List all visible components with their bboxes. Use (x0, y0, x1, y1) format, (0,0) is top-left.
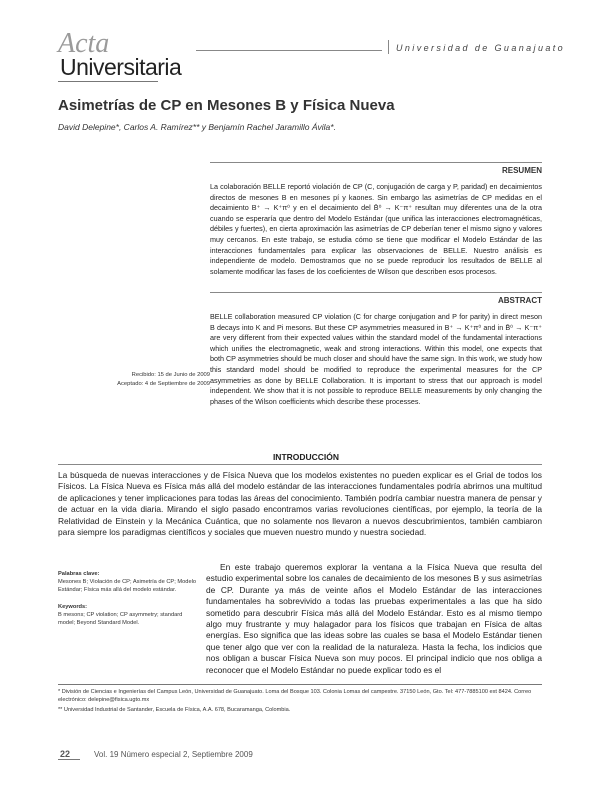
footnote-rule (58, 684, 542, 685)
page-number-rule (58, 759, 80, 760)
footnote-1: * División de Ciencias e Ingenierías del Campus León, Universidad de Guanajuato. Loma del Bosque 103. Colonia Lomas del campestre. 37150 León, Gto. Tel: 477-7885100 ext 8424. Correo electrónico: delepine@fisica.ugto.mx (58, 689, 532, 703)
introduccion-paragraph-1: La búsqueda de nuevas interacciones y de Física Nueva que los modelos existentes no pueden explicar es el Grial de todos los Físicos. La Física Nueva es Física más allá del modelo estándar de las interacciones fundamentales podría abrirnos una multitud de aplicaciones y tener implicaciones para todas las áreas del conocimiento. También podría cambiar nuestra manera de pensar y de actuar en la vida diaria. Mirando el siglo pasado encontramos varias revoluciones científicas, por ejemplo, la teoría de la Relatividad de Einstein y la Mecánica Cuántica, que no solamente nos llevaron a nuevos descubrimientos, también cambiaron para siempre los paradigmas científicos y sociales que mueven nuestro mundo y nuestra sociedad. (58, 470, 542, 538)
keywords-es-label: Palabras clave: (58, 571, 100, 577)
abstract-text: BELLE collaboration measured CP violation (C for charge conjugation and P for parity) in direct meson B decays into K and Pi mesons. But these CP asymmetries measured in B⁺ → K⁺π⁰ and in B̄⁰ → K⁻π⁺ are very different from their expected values within the standard model of the fundamental interactions which unifies the electromagnetic, weak and strong interactions. Within this model, one expects that both CP asymmetries should be much closer and should have the same sign. In this work, we study how this standard model should be modified to reproduce the experimental measures for the CP asymmetries as done by BELLE Collaboration. It is important to stress that our approach is model independent. We show that it is not possible to reproduce BELLE measurements by only changing the phases of the Wilson coefficients which describe these processes. (210, 312, 542, 406)
page-number: 22 (60, 749, 71, 759)
journal-name: Universidad de Guanajuato (396, 43, 566, 53)
keywords-en-label: Keywords: (58, 603, 88, 610)
resumen-rule (210, 162, 542, 163)
article-title: Asimetrías de CP en Mesones B y Física Nueva (58, 97, 395, 114)
logo-acta: Acta (58, 28, 110, 59)
keywords-en: B mesons; CP violation; CP asymmetry; standard model; Beyond Standard Model. (58, 611, 183, 627)
article-authors: David Delepine*, Carlos A. Ramírez** y Benjamín Rachel Jaramillo Ávila*. (58, 122, 336, 132)
accepted-date: Aceptado: 4 de Septiembre de 2009 (117, 381, 210, 387)
logo-universitaria: Universitaria (60, 54, 182, 80)
introduccion-rule (58, 464, 542, 465)
abstract-rule (210, 292, 542, 293)
keywords-es: Mesones B; Violación de CP; Asimetría de CP; Modelo Estándar; Física más allá del modelo estándar. (58, 579, 197, 594)
abstract-heading: ABSTRACT (498, 296, 542, 305)
resumen-heading: RESUMEN (501, 166, 542, 175)
introduccion-paragraph-2: En este trabajo queremos explorar la ventana a la Física Nueva que resulta del estudio experimental sobre los canales de decaimiento de los mesones B y sus asimetrías de CP. Durante ya más de veinte años el Modelo Estándar de las interacciones fundamentales ha sobrevivido a todas las pruebas experimentales a las que ha sido sometido para descubrir Física más allá del Modelo Estándar. Esto es al mismo tiempo algo muy frustrante y muy halagador para los físicos que trabajan en Física de altas energías. Eso significa que las ideas sobre las cuales se basa el Modelo Estándar tienen que tener algo que ver con la realidad de la naturaleza. Hasta la fecha, los indicios que nos obligan a buscar Física Nueva son muy pocos. El principal indicio que nos obliga a reconocer que el Modelo Estándar no puede explicar todo es el (206, 562, 542, 675)
received-date: Recibido: 15 de Junio de 2009 (131, 372, 210, 378)
footnote-2: ** Universidad Industrial de Santander, Escuela de Física, A.A. 678, Bucaramanga, Colombia. (58, 707, 291, 713)
header-separator (388, 40, 389, 54)
logo-divider (58, 81, 158, 82)
volume-info: Vol. 19 Número especial 2, Septiembre 2009 (94, 750, 253, 759)
resumen-text: La colaboración BELLE reportó violación de CP (C, conjugación de carga y P, paridad) en decaimientos directos de mesones B en mesones pí y kaones. Sin embargo las asimetrías de CP medidas en el decaimiento B⁺ → K⁺π⁰ y en el decaimiento del B̄⁰ → K⁻π⁺ resultan muy diferentes una de la otra cuando se esperaría que dentro del Modelo Estándar (que unifica las interacciones electromagnéticas, débiles y fuertes), en cierta aproximación las asimetrías de CP deberían tener el mismo signo y valores muy cercanos. En este trabajo, se estudia cómo se tiene que modificar el Modelo Estándar de las interacciones fundamentales para explicar las observaciones de BELLE. Nuestro análisis es independiente de modelo. Demostramos que no se puede reproducir los resultados de BELLE al solamente modificar las fases de los coeficientes de Wilson que describen esos procesos. (210, 182, 542, 276)
keywords-box (58, 570, 198, 627)
header-rule (196, 50, 382, 51)
introduccion-heading: INTRODUCCIÓN (272, 452, 340, 462)
